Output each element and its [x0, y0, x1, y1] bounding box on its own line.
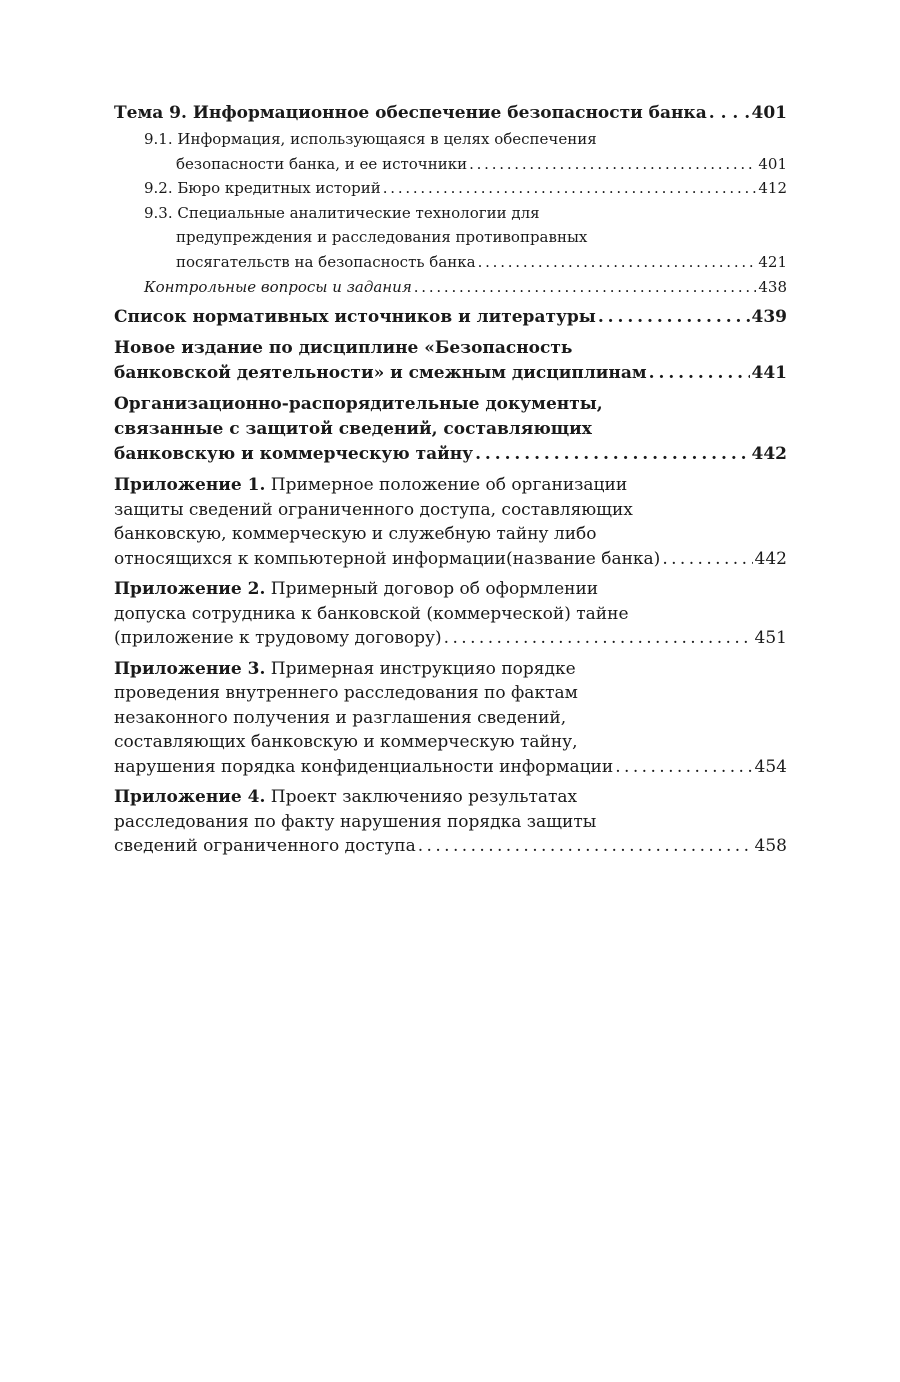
entry-title-line: 9.1. Информация, использующаяся в целях обеспечения — [144, 130, 597, 148]
dot-leader — [598, 305, 750, 330]
page-number: 438 — [758, 277, 787, 296]
toc-entry-theme-9 — [114, 99, 787, 127]
entry-title-line: Примерная инструкцияо порядке — [265, 658, 576, 679]
page-number: 421 — [758, 252, 787, 271]
entry-title-line: Новое издание по дисциплине «Безопасность — [114, 338, 573, 359]
toc-entry-org-documents — [114, 392, 787, 467]
entry-title: Список нормативных источников и литературы — [114, 307, 596, 328]
page-number: 451 — [754, 628, 787, 649]
entry-title-line: Примерный договор об оформлении — [265, 579, 599, 600]
dot-leader — [662, 547, 752, 572]
dot-leader — [469, 152, 756, 177]
page-number: 439 — [751, 307, 787, 328]
toc-entry-new-edition — [114, 336, 787, 386]
entry-title-line: расследования по факту нарушения порядка защиты — [114, 811, 597, 832]
appendix-label: Приложение 1. — [114, 475, 266, 496]
entry-title-line: 9.3. Специальные аналитические технологии для — [144, 203, 540, 222]
entry-title-line: предупреждения и расследования противоправных — [176, 228, 588, 247]
page-number: 442 — [754, 548, 787, 569]
entry-title-line: связанные с защитой сведений, составляющих — [114, 419, 592, 440]
toc-entry-control-questions — [114, 275, 787, 300]
page-number: 441 — [751, 363, 787, 384]
entry-title-line: относящихся к компьютерной информации(название банка) — [114, 548, 661, 569]
appendix-label: Приложение 3. — [114, 658, 266, 679]
toc-entry-appendix-1 — [114, 473, 787, 571]
entry-title: 9.2. Бюро кредитных историй — [144, 179, 381, 198]
entry-title: Тема 9. Информационное обеспечение безопасности банка — [114, 103, 707, 123]
entry-title-line: банковскую и коммерческую тайну — [114, 444, 474, 465]
toc-entry-appendix-3 — [114, 657, 787, 780]
entry-title-line: банковскую, коммерческую и служебную тайну либо — [114, 524, 597, 545]
dot-leader — [478, 250, 757, 275]
entry-title-line: Примерное положение об организации — [265, 475, 628, 496]
dot-leader — [383, 176, 757, 201]
appendix-label: Приложение 4. — [114, 787, 266, 808]
entry-title-line: составляющих банковскую и коммерческую тайну, — [114, 732, 578, 753]
dot-leader — [414, 275, 757, 300]
dot-leader — [615, 755, 752, 780]
entry-title-line: нарушения порядка конфиденциальности информации — [114, 756, 614, 777]
entry-title: Контрольные вопросы и задания — [144, 277, 412, 296]
dot-leader — [418, 834, 753, 859]
toc-entry-appendix-4 — [114, 785, 787, 859]
entry-title-line: допуска сотрудника к банковской (коммерческой) тайне — [114, 603, 629, 624]
entry-title-line: сведений ограниченного доступа — [114, 836, 416, 857]
entry-title-line: Проект заключенияо результатах — [265, 787, 578, 808]
page-number: 412 — [758, 179, 787, 198]
entry-title-line: посягательств на безопасность банка — [176, 252, 476, 271]
dot-leader — [709, 99, 750, 127]
page-number: 442 — [751, 444, 787, 465]
toc-entry-sources — [114, 305, 787, 330]
entry-title-line: незаконного получения и разглашения сведений, — [114, 707, 567, 728]
toc-entry-9-1 — [114, 127, 787, 176]
toc-entry-9-2 — [114, 176, 787, 201]
page-number: 454 — [754, 756, 787, 777]
appendix-label: Приложение 2. — [114, 579, 266, 600]
entry-title-line: (приложение к трудовому договору) — [114, 628, 442, 649]
entry-title-line: банковской деятельности» и смежным дисциплинам — [114, 363, 647, 384]
page-number: 401 — [758, 154, 787, 173]
entry-title-line: безопасности банка, и ее источники — [176, 154, 468, 173]
toc-entry-9-3 — [114, 201, 787, 275]
page-number: 401 — [751, 103, 787, 123]
entry-title-line: защиты сведений ограниченного доступа, составляющих — [114, 499, 633, 520]
dot-leader — [444, 626, 753, 651]
entry-title-line: проведения внутреннего расследования по фактам — [114, 683, 578, 704]
toc-entry-appendix-2 — [114, 577, 787, 651]
page-number: 458 — [754, 836, 787, 857]
dot-leader — [475, 442, 749, 467]
table-of-contents — [114, 99, 787, 859]
entry-title-line: Организационно-распорядительные документы, — [114, 394, 603, 415]
dot-leader — [649, 361, 750, 386]
